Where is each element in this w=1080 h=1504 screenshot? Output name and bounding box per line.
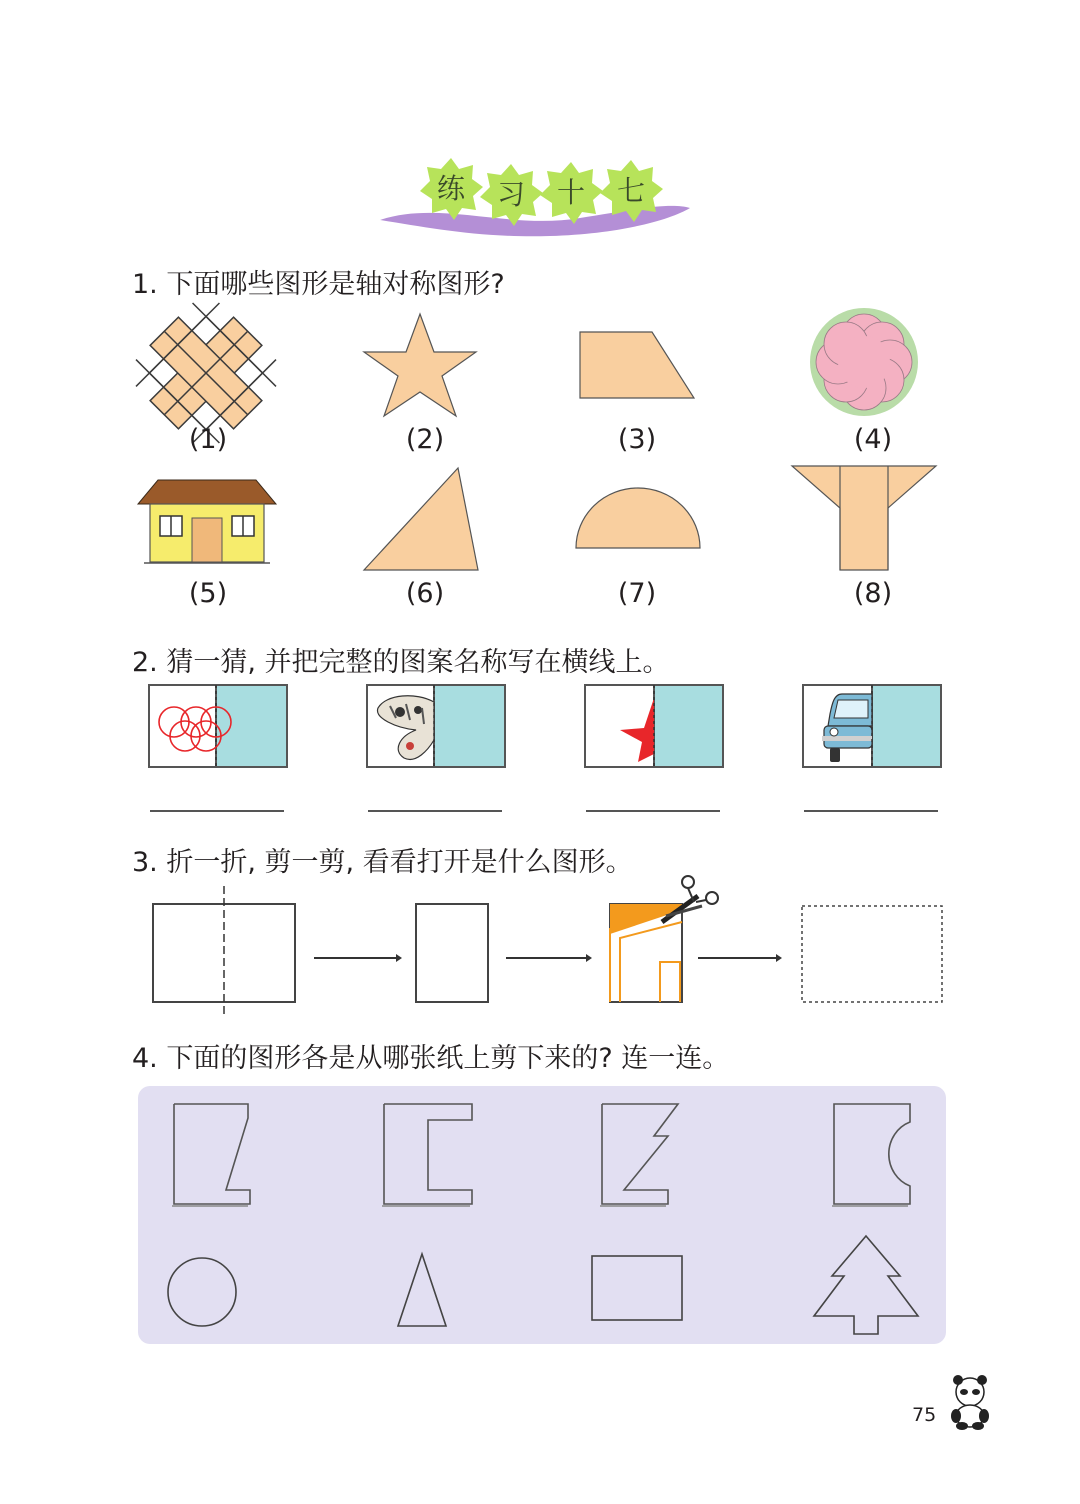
page-number: 75 — [912, 1404, 937, 1426]
question-4-prompt: 4. 下面的图形各是从哪张纸上剪下来的? 连一连。 — [132, 1043, 730, 1074]
answer-line-2[interactable] — [368, 810, 502, 812]
folded-papers — [138, 1086, 946, 1344]
answer-line-1[interactable] — [150, 810, 284, 812]
tree-outline — [814, 1236, 918, 1334]
house-icon — [136, 478, 278, 566]
guess-card-car — [802, 684, 942, 768]
title-char: 习 — [496, 178, 525, 211]
shape-label: (6) — [405, 578, 445, 609]
folded-paper-2 — [382, 1104, 472, 1206]
title-char: 十 — [556, 176, 585, 209]
guess-card-star — [584, 684, 724, 768]
shape-label: (2) — [405, 424, 445, 455]
title-badge-2 — [478, 162, 544, 228]
question-1-prompt: 1. 下面哪些图形是轴对称图形? — [132, 269, 505, 300]
trapezoid-shape — [578, 330, 696, 400]
triangle-shape — [362, 466, 480, 574]
t-shape — [790, 464, 938, 574]
semicircle-shape — [574, 486, 702, 552]
triangle-outline — [398, 1254, 446, 1326]
shape-label: (5) — [188, 578, 228, 609]
shape-label: (8) — [853, 578, 893, 609]
question-3-prompt: 3. 折一折, 剪一剪, 看看打开是什么图形。 — [132, 847, 633, 878]
shape-label: (1) — [188, 424, 228, 455]
title-badge-3 — [538, 160, 604, 226]
question-2-prompt: 2. 猜一猜, 并把完整的图案名称写在横线上。 — [132, 647, 670, 678]
panda-mascot-icon — [944, 1372, 996, 1430]
folded-paper-1 — [172, 1104, 250, 1206]
lattice-shape — [155, 322, 257, 424]
title-char: 七 — [616, 174, 645, 207]
guess-card-rings — [148, 684, 288, 768]
answer-line-4[interactable] — [804, 810, 938, 812]
shape-label: (4) — [853, 424, 893, 455]
star-shape — [362, 312, 478, 418]
shape-label: (7) — [617, 578, 657, 609]
shape-label: (3) — [617, 424, 657, 455]
guess-card-butterfly — [366, 684, 506, 768]
scissors-icon — [662, 876, 718, 922]
fold-steps — [150, 872, 950, 1022]
title-badge-4 — [598, 158, 664, 224]
title-badge-1 — [418, 156, 484, 222]
folded-paper-3 — [600, 1104, 678, 1206]
rectangle-outline — [592, 1256, 682, 1320]
title-char: 练 — [436, 172, 465, 205]
flower-shape — [808, 306, 920, 418]
answer-line-3[interactable] — [586, 810, 720, 812]
folded-paper-4 — [832, 1104, 910, 1206]
circle-outline — [168, 1258, 236, 1326]
